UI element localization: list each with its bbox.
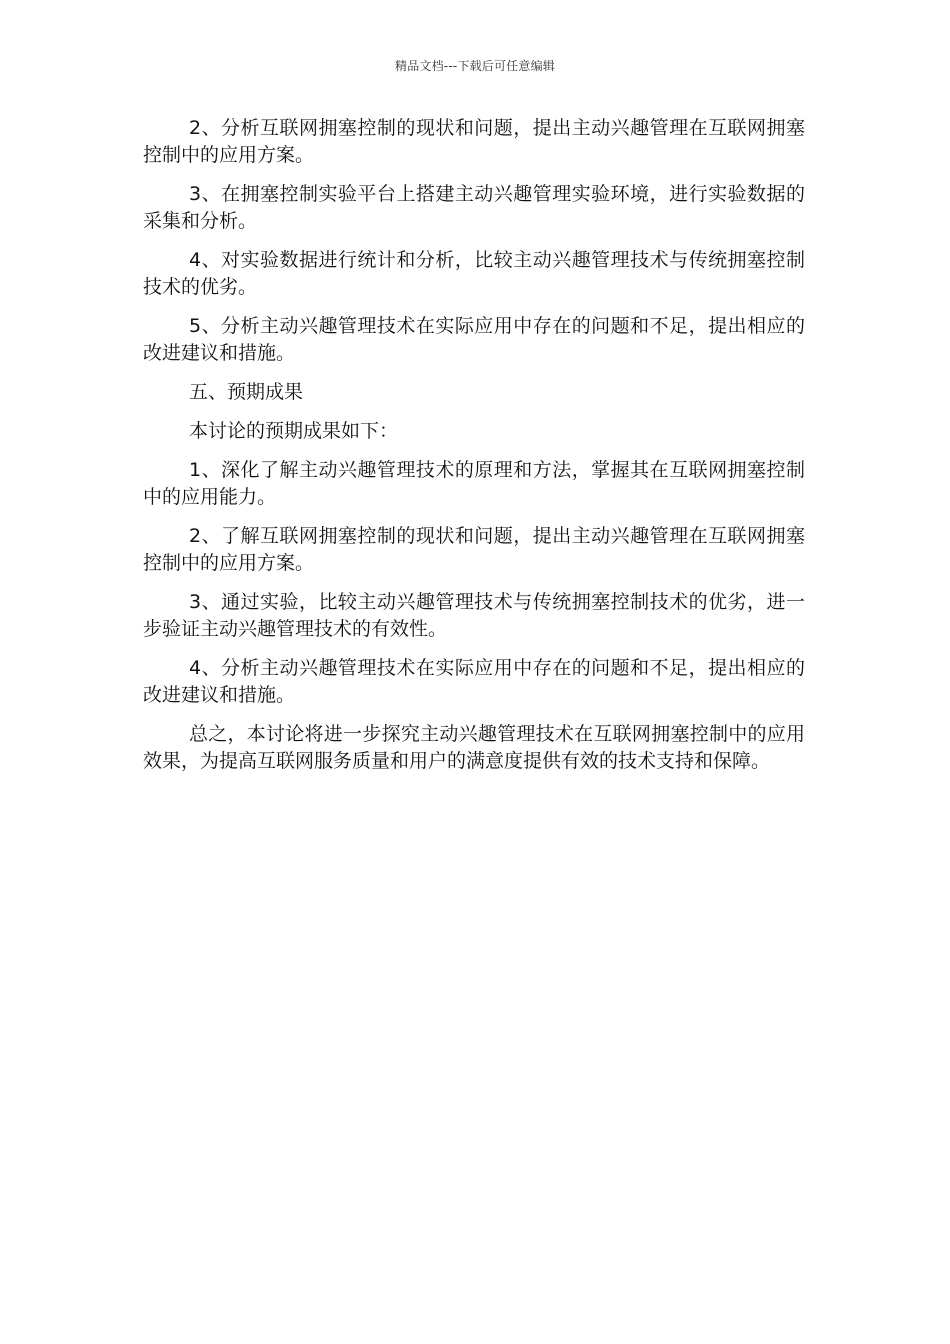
paragraph-research-item-2: 2、分析互联网拥塞控制的现状和问题，提出主动兴趣管理在互联网拥塞控制中的应用方案。 <box>143 117 805 166</box>
paragraph-research-item-4: 4、对实验数据进行统计和分析，比较主动兴趣管理技术与传统拥塞控制技术的优劣。 <box>143 249 805 298</box>
paragraph-research-item-5: 5、分析主动兴趣管理技术在实际应用中存在的问题和不足，提出相应的改进建议和措施。 <box>143 315 805 364</box>
section-heading-expected-results: 五、预期成果 <box>189 381 304 403</box>
paragraph-results-intro: 本讨论的预期成果如下： <box>189 420 399 442</box>
paragraph-result-item-3: 3、通过实验，比较主动兴趣管理技术与传统拥塞控制技术的优劣，进一步验证主动兴趣管理技术的有效性。 <box>143 591 805 640</box>
page-header: 精品文档---下载后可任意编辑 <box>395 59 555 73</box>
paragraph-result-item-2: 2、了解互联网拥塞控制的现状和问题，提出主动兴趣管理在互联网拥塞控制中的应用方案。 <box>143 525 805 574</box>
paragraph-result-item-4: 4、分析主动兴趣管理技术在实际应用中存在的问题和不足，提出相应的改进建议和措施。 <box>143 657 805 706</box>
paragraph-research-item-3: 3、在拥塞控制实验平台上搭建主动兴趣管理实验环境，进行实验数据的采集和分析。 <box>143 183 805 232</box>
paragraph-result-item-1: 1、深化了解主动兴趣管理技术的原理和方法，掌握其在互联网拥塞控制中的应用能力。 <box>143 459 805 508</box>
document-body <box>143 115 805 787</box>
paragraph-conclusion: 总之，本讨论将进一步探究主动兴趣管理技术在互联网拥塞控制中的应用效果，为提高互联网服务质量和用户的满意度提供有效的技术支持和保障。 <box>143 723 805 772</box>
